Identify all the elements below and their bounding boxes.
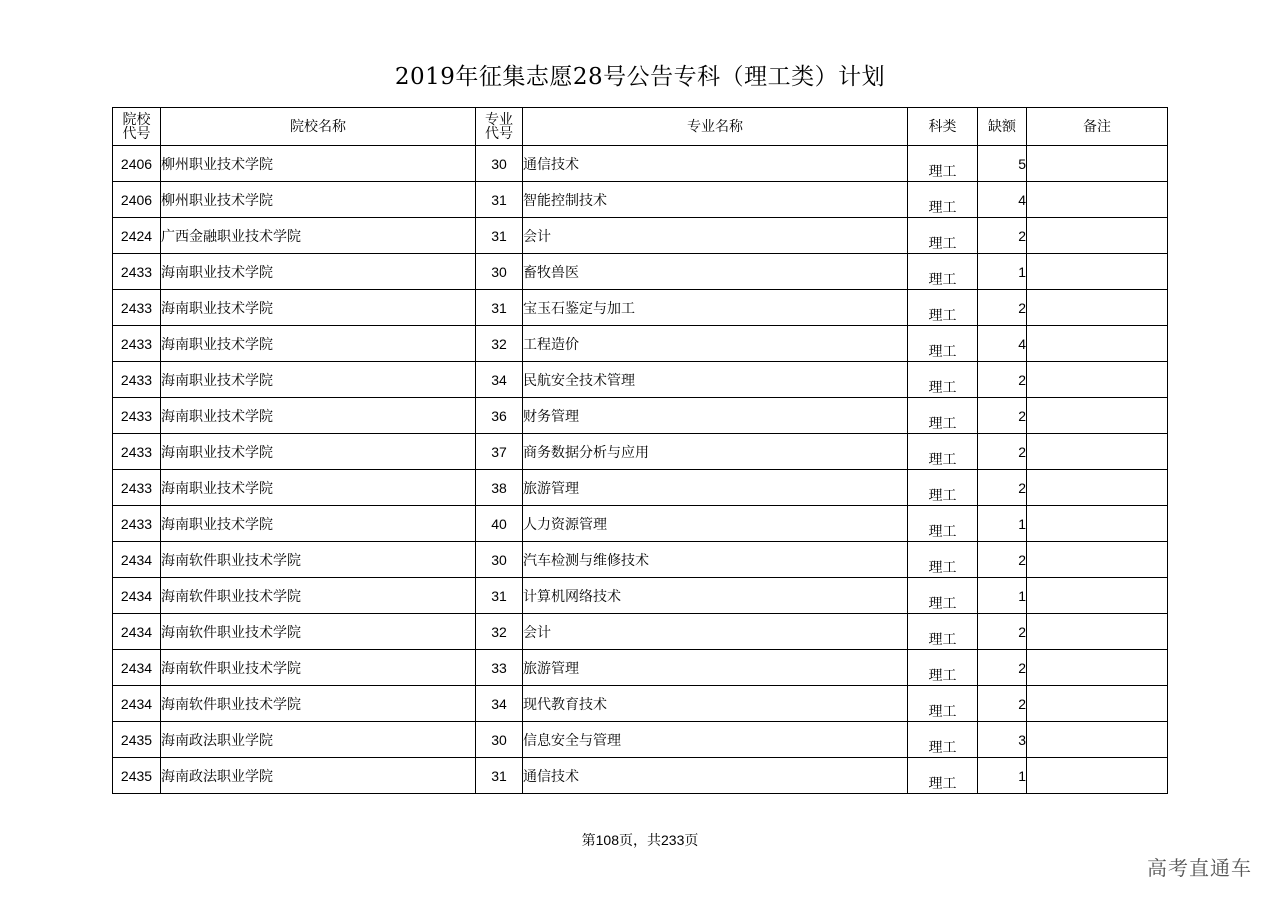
major-code-cell: 32: [476, 326, 523, 362]
school-code-cell: 2433: [113, 398, 161, 434]
major-code-cell: 31: [476, 758, 523, 794]
major-code-cell: 31: [476, 182, 523, 218]
table-row: [113, 398, 1168, 434]
vacancy-cell: 3: [978, 722, 1027, 758]
major-code-cell: 31: [476, 578, 523, 614]
vacancy-cell: 1: [978, 578, 1027, 614]
category-cell: 理工: [908, 614, 978, 650]
major-name-cell: 智能控制技术: [523, 182, 908, 218]
remark-cell: [1027, 650, 1168, 686]
header-vacancy: 缺额: [978, 108, 1027, 146]
school-code-cell: 2434: [113, 542, 161, 578]
school-name-cell: 海南职业技术学院: [161, 470, 476, 506]
school-name-cell: 柳州职业技术学院: [161, 146, 476, 182]
major-name-cell: 商务数据分析与应用: [523, 434, 908, 470]
major-name-cell: 会计: [523, 614, 908, 650]
major-name-cell: 宝玉石鉴定与加工: [523, 290, 908, 326]
table-row: [113, 182, 1168, 218]
school-code-cell: 2433: [113, 362, 161, 398]
category-cell: 理工: [908, 470, 978, 506]
table-row: [113, 506, 1168, 542]
category-cell: 理工: [908, 506, 978, 542]
category-cell: 理工: [908, 542, 978, 578]
category-cell: 理工: [908, 146, 978, 182]
school-name-cell: 海南政法职业学院: [161, 722, 476, 758]
major-name-cell: 人力资源管理: [523, 506, 908, 542]
remark-cell: [1027, 578, 1168, 614]
footer-middle: 页，共: [619, 833, 661, 849]
table-row: [113, 146, 1168, 182]
table-body: [113, 146, 1168, 794]
major-name-cell: 通信技术: [523, 758, 908, 794]
major-code-cell: 30: [476, 254, 523, 290]
school-name-cell: 海南职业技术学院: [161, 362, 476, 398]
school-name-cell: 海南软件职业技术学院: [161, 650, 476, 686]
major-name-cell: 旅游管理: [523, 470, 908, 506]
major-code-cell: 30: [476, 146, 523, 182]
table-row: [113, 686, 1168, 722]
school-code-cell: 2433: [113, 434, 161, 470]
table-row: [113, 650, 1168, 686]
table-row: [113, 470, 1168, 506]
remark-cell: [1027, 722, 1168, 758]
category-cell: 理工: [908, 722, 978, 758]
category-cell: 理工: [908, 434, 978, 470]
vacancy-cell: 2: [978, 542, 1027, 578]
remark-cell: [1027, 434, 1168, 470]
category-cell: 理工: [908, 578, 978, 614]
school-code-cell: 2435: [113, 722, 161, 758]
school-code-cell: 2434: [113, 650, 161, 686]
category-cell: 理工: [908, 326, 978, 362]
header-school-code: 院校代号: [113, 108, 161, 146]
school-code-cell: 2434: [113, 614, 161, 650]
watermark: 高考直通车: [1147, 856, 1252, 880]
category-cell: 理工: [908, 218, 978, 254]
vacancy-cell: 2: [978, 650, 1027, 686]
major-name-cell: 民航安全技术管理: [523, 362, 908, 398]
school-name-cell: 海南职业技术学院: [161, 290, 476, 326]
major-code-cell: 33: [476, 650, 523, 686]
table-row: [113, 326, 1168, 362]
school-code-cell: 2435: [113, 758, 161, 794]
category-cell: 理工: [908, 650, 978, 686]
vacancy-cell: 2: [978, 398, 1027, 434]
major-name-cell: 汽车检测与维修技术: [523, 542, 908, 578]
page-footer: [0, 830, 1280, 850]
remark-cell: [1027, 614, 1168, 650]
remark-cell: [1027, 218, 1168, 254]
category-cell: 理工: [908, 254, 978, 290]
vacancy-cell: 1: [978, 506, 1027, 542]
major-name-cell: 旅游管理: [523, 650, 908, 686]
vacancy-cell: 2: [978, 470, 1027, 506]
header-major-code: 专业代号: [476, 108, 523, 146]
school-name-cell: 广西金融职业技术学院: [161, 218, 476, 254]
footer-prefix: 第: [581, 833, 596, 849]
school-code-cell: 2433: [113, 326, 161, 362]
major-code-cell: 37: [476, 434, 523, 470]
category-cell: 理工: [908, 758, 978, 794]
header-major-name: 专业名称: [523, 108, 908, 146]
footer-suffix: 页: [684, 833, 699, 849]
vacancy-cell: 4: [978, 182, 1027, 218]
vacancy-cell: 2: [978, 614, 1027, 650]
table-row: [113, 254, 1168, 290]
school-name-cell: 柳州职业技术学院: [161, 182, 476, 218]
table-row: [113, 218, 1168, 254]
table-row: [113, 722, 1168, 758]
remark-cell: [1027, 362, 1168, 398]
remark-cell: [1027, 686, 1168, 722]
category-cell: 理工: [908, 290, 978, 326]
major-name-cell: 畜牧兽医: [523, 254, 908, 290]
major-name-cell: 财务管理: [523, 398, 908, 434]
table-row: [113, 434, 1168, 470]
vacancy-cell: 1: [978, 758, 1027, 794]
vacancy-cell: 5: [978, 146, 1027, 182]
remark-cell: [1027, 470, 1168, 506]
header-school-name: 院校名称: [161, 108, 476, 146]
remark-cell: [1027, 182, 1168, 218]
school-name-cell: 海南职业技术学院: [161, 506, 476, 542]
school-name-cell: 海南软件职业技术学院: [161, 578, 476, 614]
school-name-cell: 海南软件职业技术学院: [161, 614, 476, 650]
school-name-cell: 海南软件职业技术学院: [161, 542, 476, 578]
major-code-cell: 32: [476, 614, 523, 650]
table-row: [113, 614, 1168, 650]
major-code-cell: 30: [476, 722, 523, 758]
major-code-cell: 30: [476, 542, 523, 578]
remark-cell: [1027, 146, 1168, 182]
plan-table: [112, 107, 1168, 794]
header-category: 科类: [908, 108, 978, 146]
major-code-cell: 31: [476, 218, 523, 254]
table-row: [113, 758, 1168, 794]
major-name-cell: 通信技术: [523, 146, 908, 182]
major-name-cell: 现代教育技术: [523, 686, 908, 722]
major-code-cell: 40: [476, 506, 523, 542]
vacancy-cell: 2: [978, 686, 1027, 722]
category-cell: 理工: [908, 686, 978, 722]
page-title: 2019年征集志愿28号公告专科（理工类）计划: [394, 64, 886, 90]
table-row: [113, 362, 1168, 398]
vacancy-cell: 2: [978, 218, 1027, 254]
school-name-cell: 海南软件职业技术学院: [161, 686, 476, 722]
school-name-cell: 海南职业技术学院: [161, 434, 476, 470]
major-name-cell: 信息安全与管理: [523, 722, 908, 758]
table-row: [113, 578, 1168, 614]
school-code-cell: 2433: [113, 506, 161, 542]
header-remark: 备注: [1027, 108, 1168, 146]
school-code-cell: 2424: [113, 218, 161, 254]
remark-cell: [1027, 542, 1168, 578]
school-name-cell: 海南职业技术学院: [161, 254, 476, 290]
major-name-cell: 会计: [523, 218, 908, 254]
remark-cell: [1027, 506, 1168, 542]
vacancy-cell: 2: [978, 290, 1027, 326]
remark-cell: [1027, 326, 1168, 362]
vacancy-cell: 2: [978, 434, 1027, 470]
category-cell: 理工: [908, 398, 978, 434]
remark-cell: [1027, 254, 1168, 290]
school-name-cell: 海南政法职业学院: [161, 758, 476, 794]
major-code-cell: 34: [476, 686, 523, 722]
school-code-cell: 2434: [113, 578, 161, 614]
major-code-cell: 38: [476, 470, 523, 506]
school-code-cell: 2434: [113, 686, 161, 722]
category-cell: 理工: [908, 182, 978, 218]
vacancy-cell: 4: [978, 326, 1027, 362]
school-name-cell: 海南职业技术学院: [161, 398, 476, 434]
major-name-cell: 工程造价: [523, 326, 908, 362]
school-code-cell: 2433: [113, 470, 161, 506]
vacancy-cell: 1: [978, 254, 1027, 290]
school-code-cell: 2433: [113, 254, 161, 290]
remark-cell: [1027, 758, 1168, 794]
footer-page-number: 108: [595, 832, 619, 848]
footer-total-pages: 233: [661, 832, 685, 848]
table-row: [113, 542, 1168, 578]
category-cell: 理工: [908, 362, 978, 398]
table-row: [113, 290, 1168, 326]
major-name-cell: 计算机网络技术: [523, 578, 908, 614]
major-code-cell: 31: [476, 290, 523, 326]
school-code-cell: 2433: [113, 290, 161, 326]
vacancy-cell: 2: [978, 362, 1027, 398]
school-code-cell: 2406: [113, 146, 161, 182]
major-code-cell: 36: [476, 398, 523, 434]
header-row: [113, 108, 1168, 146]
major-code-cell: 34: [476, 362, 523, 398]
remark-cell: [1027, 290, 1168, 326]
school-code-cell: 2406: [113, 182, 161, 218]
school-name-cell: 海南职业技术学院: [161, 326, 476, 362]
remark-cell: [1027, 398, 1168, 434]
